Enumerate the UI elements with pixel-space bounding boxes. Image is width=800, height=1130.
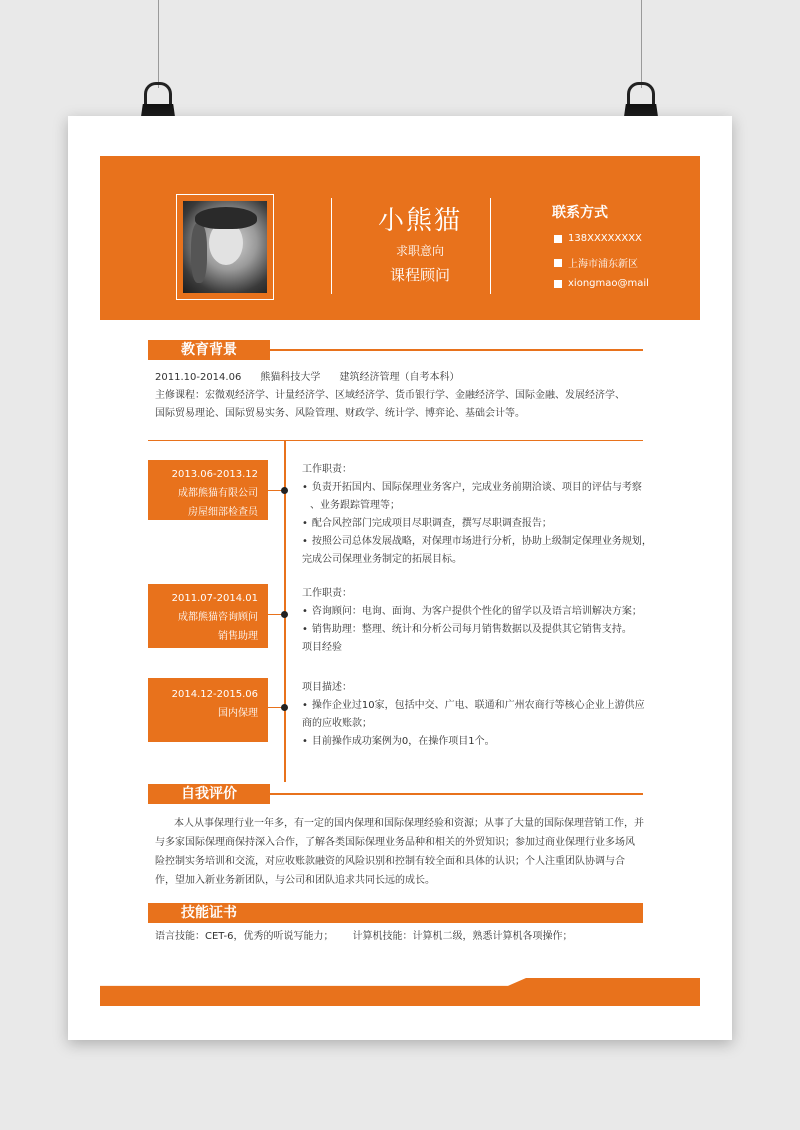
job-1-bullet-1-text: 负责开拓国内、国际保理业务客户，完成业务前期洽谈、项目的评估与考察: [311, 482, 642, 493]
work-top-rule: [148, 440, 643, 441]
self-eval-line-1: 本人从事保理行业一年多，有一定的国内保理和国际保理经验和资源；从事了大量的国际保理营销工作，并: [174, 818, 644, 829]
contact-address: [554, 255, 638, 270]
job-2-bullet-2-text: 销售助理：整理、统计和分析公司每月销售数据以及提供其它销售支持。: [311, 624, 632, 635]
job-3-bullet-1-text: 操作企业过10家，包括中交、广电、联通和广州农商行等核心企业上游供应: [311, 700, 645, 711]
job-3-bullet-2: • 目前操作成功案例为0，在操作项目1个。: [302, 733, 662, 751]
contact-phone: [554, 233, 642, 244]
job-3-company: 国内保理: [218, 708, 258, 719]
job-2-bullet-1-text: 咨询顾问：电询、面询、为客户提供个性化的留学以及语言培训解决方案；: [311, 606, 642, 617]
job-1-bullet-3: • 按照公司总体发展战略，对保理市场进行分析，协助上级制定保理业务规划，: [302, 533, 662, 551]
contact-phone-text: 138XXXXXXXX: [568, 233, 642, 244]
hang-string-right: [641, 0, 642, 88]
job-3-dot: [281, 704, 288, 711]
self-eval-rule: [270, 793, 643, 795]
job-1-bullet-3-text: 按照公司总体发展战略，对保理市场进行分析，协助上级制定保理业务规划，: [311, 536, 652, 547]
job-1-company: 成都熊猫有限公司: [178, 488, 258, 499]
job-1-bullet-3-cont: 完成公司保理业务制定的拓展目标。: [302, 554, 462, 565]
photo-frame: [176, 194, 274, 300]
header-divider-right: [490, 198, 491, 294]
job-2-bullet-1: • 咨询顾问：电询、面询、为客户提供个性化的留学以及语言培训解决方案；: [302, 603, 662, 621]
profile-photo: [183, 201, 267, 293]
job-3-date: 2014.12-2015.06: [171, 689, 258, 700]
job-1-dot: [281, 487, 288, 494]
education-line-1: 2011.10-2014.06 熊猫科技大学 建筑经济管理（自考本科）: [155, 372, 460, 383]
education-line-2: 主修课程：宏微观经济学、计量经济学、区域经济学、货币银行学、金融经济学、国际金融、发展经济学、: [155, 390, 625, 401]
contact-email-text: xiongmao@mail: [568, 278, 649, 289]
education-title: 教育背景: [148, 340, 270, 360]
self-eval-line-4: 作，望加入新业务新团队，与公司和团队追求共同长远的成长。: [155, 875, 435, 886]
contact-address-text: 上海市浦东新区: [568, 259, 638, 270]
job-3-heading: 项目描述：: [302, 682, 352, 693]
job-1-date: 2013.06-2013.12: [171, 469, 258, 480]
job-2-company: 成都熊猫咨询顾问: [178, 612, 258, 623]
contact-title: 联系方式: [552, 205, 608, 221]
self-eval-line-2: 与多家国际保理商保持深入合作，了解各类国际保理业务品种和相关的外贸知识；参加过商业保理行业多场风: [155, 837, 635, 848]
job-1-role: 房屋细部检查员: [188, 507, 258, 518]
square-icon: [554, 235, 562, 243]
self-eval-title: 自我评价: [148, 784, 270, 804]
job-3-bullet-2-text: 目前操作成功案例为0，在操作项目1个。: [311, 736, 495, 747]
job-3-box: [148, 678, 268, 742]
job-2-heading: 工作职责：: [302, 588, 352, 599]
skills-title: 技能证书: [148, 903, 270, 923]
square-icon: [554, 259, 562, 267]
job-2-date: 2011.07-2014.01: [171, 593, 258, 604]
job-1-detail: [302, 461, 662, 569]
education-rule: [270, 349, 643, 351]
job-3-bullet-1-cont: 商的应收账款；: [302, 718, 372, 729]
job-2-bullet-2: • 销售助理：整理、统计和分析公司每月销售数据以及提供其它销售支持。: [302, 621, 662, 639]
job-1-box: [148, 460, 268, 520]
job-3-bullet-1: • 操作企业过10家，包括中交、广电、联通和广州农商行等核心企业上游供应: [302, 697, 662, 715]
contact-email: [554, 278, 649, 289]
job-intent-label: 求职意向: [395, 244, 444, 258]
job-3-detail: [302, 679, 662, 751]
header-divider-left: [331, 198, 332, 294]
job-1-bullet-1-cont: 、业务跟踪管理等；: [310, 500, 400, 511]
skills-rule: [270, 903, 643, 923]
job-2-footer: 项目经验: [302, 642, 342, 653]
square-icon: [554, 280, 562, 288]
job-1-bullet-1: • 负责开拓国内、国际保理业务客户，完成业务前期洽谈、项目的评估与考察: [302, 479, 662, 497]
job-2-detail: [302, 585, 662, 657]
job-2-dot: [281, 611, 288, 618]
self-eval-line-3: 险控制实务培训和交流，对应收账款融资的风险识别和控制有较全面和具体的认识；个人注重团队协调与合: [155, 856, 625, 867]
candidate-name: 小熊猫: [377, 206, 462, 236]
job-2-box: [148, 584, 268, 648]
job-1-bullet-2: • 配合风控部门完成项目尽职调查，撰写尽职调查报告；: [302, 515, 662, 533]
job-intent-value: 课程顾问: [389, 266, 450, 284]
job-1-bullet-2-text: 配合风控部门完成项目尽职调查，撰写尽职调查报告；: [311, 518, 552, 529]
resume-header: [100, 156, 700, 320]
job-2-role: 销售助理: [218, 631, 258, 642]
hang-string-left: [158, 0, 159, 88]
job-1-heading: 工作职责：: [302, 464, 352, 475]
education-line-3: 国际贸易理论、国际贸易实务、风险管理、财政学、统计学、博弈论、基础会计等。: [155, 408, 525, 419]
skills-line: 语言技能：CET-6，优秀的听说写能力； 计算机技能：计算机二级，熟悉计算机各项操作；: [155, 931, 573, 942]
